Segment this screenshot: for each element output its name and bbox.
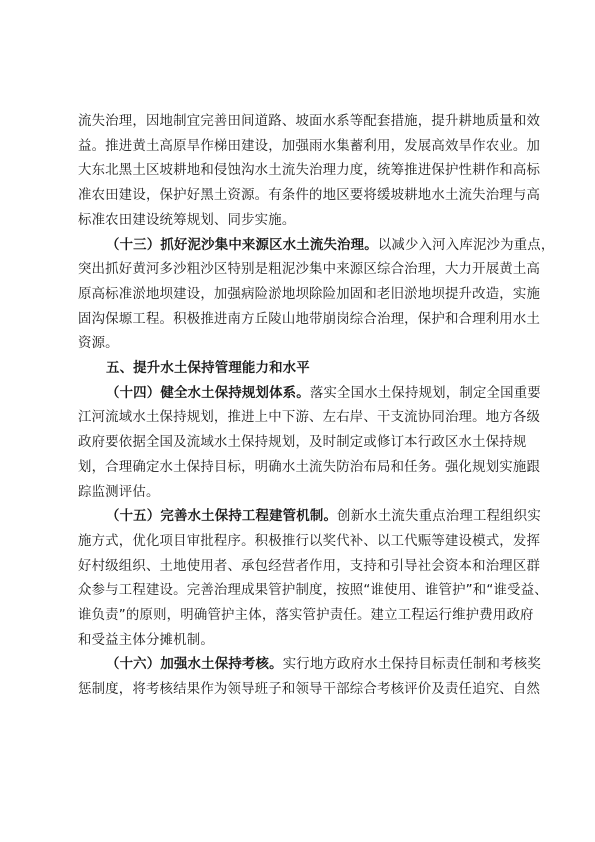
text-line	[78, 137, 541, 157]
body-text: 踪监测评估。	[78, 484, 160, 500]
text-line	[78, 680, 541, 700]
body-text: 固沟保塬工程。积极推进南方丘陵山地带崩岗综合治理，保护和合理利用水土	[78, 311, 541, 327]
text-line	[106, 384, 541, 404]
text-line	[78, 433, 527, 453]
text-line	[78, 211, 518, 231]
body-text: 流失治理，因地制宜完善田间道路、坡面水系等配套措施，提升耕地质量和效	[78, 114, 541, 129]
body-text: 实行地方政府水土保持目标责任制和考核奖	[282, 657, 541, 673]
text-line	[78, 186, 541, 206]
body-text: 和受益主体分摊机制。	[78, 632, 214, 648]
clause-title: （十四）健全水土保持规划体系。	[106, 385, 310, 401]
clause-title: （十五）完善水土保持工程建管机制。	[106, 509, 338, 525]
text-line	[78, 408, 541, 428]
clause-title: （十三）抓好泥沙集中来源区水土流失治理。	[106, 237, 378, 253]
body-text: 准农田建设，保护好黑土资源。有条件的地区要将缓坡耕地水土流失治理与高	[78, 188, 541, 204]
text-line	[106, 236, 555, 256]
body-text: 好村级组织、土地使用者、承包经营者作用，支持和引导社会资本和治理区群	[78, 558, 541, 574]
text-line	[78, 161, 541, 181]
body-text: 划，合理确定水土保持目标，明确水土流失防治布局和任务。强化规划实施跟	[78, 459, 541, 475]
text-line	[106, 507, 541, 527]
body-text: 原高标准淤地坝建设，加强病险淤地坝除险加固和老旧淤地坝提升改造，实施	[78, 286, 541, 302]
body-text: 江河流域水土保持规划，推进上中下游、左右岸、干支流协同治理。地方各级	[78, 410, 541, 426]
text-line	[78, 606, 534, 626]
text-line	[78, 310, 541, 330]
body-text: 以减少入河入库泥沙为重点，	[377, 237, 555, 253]
body-text: 标准农田建设统筹规划、同步实施。	[78, 212, 296, 228]
text-line	[78, 483, 518, 503]
body-text: 施方式，优化项目审批程序。积极推行以奖代补、以工代赈等建设模式，发挥	[78, 533, 541, 549]
body-text: 政府要依据全国及流域水土保持规划，及时制定或修订本行政区水土保持规	[78, 435, 527, 451]
body-text: 大东北黑土区坡耕地和侵蚀沟水土流失治理力度，统筹推进保护性耕作和高标	[78, 163, 541, 179]
body-text: 落实全国水土保持规划，制定全国重要	[309, 385, 541, 401]
text-line	[78, 458, 541, 478]
text-line	[78, 557, 541, 577]
text-line	[78, 285, 541, 305]
text-line	[78, 260, 541, 280]
text-line	[78, 334, 518, 354]
body-text: 资源。	[78, 336, 119, 352]
body-text: 益。推进黄土高原旱作梯田建设，加强雨水集蓄利用，发展高效旱作农业。加	[78, 138, 541, 154]
section-heading-text: 五、提升水土保持管理能力和水平	[106, 361, 310, 376]
text-line	[78, 112, 541, 132]
body-text: 众参与工程建设。完善治理成果管护制度，按照“谁使用、谁管护”和“谁受益、	[78, 583, 548, 599]
text-line	[106, 655, 541, 675]
section-heading	[106, 359, 518, 379]
body-text: 惩制度，将考核结果作为领导班子和领导干部综合考核评价及责任追究、自然	[78, 682, 541, 698]
text-line	[78, 532, 541, 552]
text-line	[78, 631, 518, 651]
body-text: 谁负责”的原则，明确管护主体，落实管护责任。建立工程运行维护费用政府	[78, 608, 534, 623]
body-text: 突出抓好黄河多沙粗沙区特别是粗泥沙集中来源区综合治理，大力开展黄土高	[78, 262, 541, 278]
text-line	[78, 581, 548, 601]
clause-title: （十六）加强水土保持考核。	[106, 657, 283, 673]
body-text: 创新水土流失重点治理工程组织实	[337, 509, 541, 525]
